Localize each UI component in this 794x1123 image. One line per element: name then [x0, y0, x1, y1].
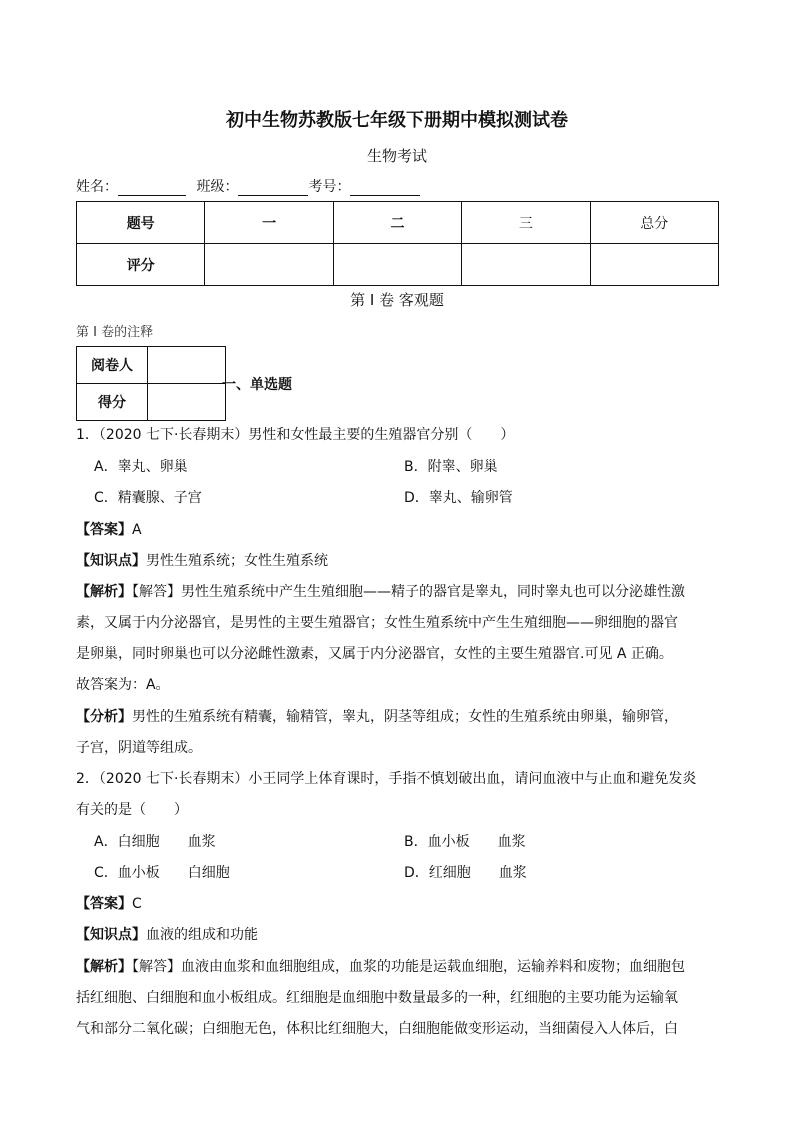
class-label: 班级：	[196, 179, 239, 195]
q1-analysis-line	[76, 581, 685, 601]
part-title: 第 I 卷 客观题	[350, 291, 444, 309]
header-cell: 三	[462, 202, 590, 244]
q2-stem-line: 有关的是（ ）	[76, 802, 188, 818]
q2-option-c[interactable]: C．血小板 白细胞	[94, 865, 230, 881]
answer-value: C	[132, 896, 142, 912]
knowledge-tag: 【知识点】	[76, 927, 146, 943]
q1-knowledge-point	[76, 550, 328, 570]
row-label-cell: 评分	[77, 244, 205, 286]
student-info-line	[76, 176, 420, 196]
score-cell[interactable]	[462, 244, 590, 286]
header-cell: 二	[333, 202, 461, 244]
q2-answer	[76, 893, 142, 913]
q2-stem-line: 2．（2020 七下·长春期末）小王同学上体育课时，手指不慎划破出血，请问血液中与止血和避免发炎	[76, 771, 697, 787]
header-cell: 题号	[77, 202, 205, 244]
knowledge-value: 血液的组成和功能	[146, 927, 258, 943]
q2-option-a[interactable]: A．白细胞 血浆	[94, 834, 216, 850]
q2-option-d[interactable]: D．红细胞 血浆	[404, 865, 527, 881]
section-title: 一、单选题	[222, 377, 292, 393]
fenxi-text: 男性的生殖系统有精囊，输精管，睾丸，阴茎等组成；女性的生殖系统由卵巢，输卵管，	[132, 709, 678, 725]
header-cell: 一	[205, 202, 333, 244]
q2-option-b[interactable]: B．血小板 血浆	[404, 834, 526, 850]
q1-answer	[76, 519, 142, 539]
score-table-score-row	[77, 244, 719, 286]
reviewer-cell[interactable]	[148, 347, 226, 384]
analysis-tag: 【解析】	[76, 584, 132, 600]
q1-analysis-line: 是卵巢，同时卵巢也可以分泌雌性激素，又属于内分泌器官，女性的主要生殖器官.可见 A 正确。	[76, 646, 673, 662]
q1-option-a[interactable]: A．睾丸、卵巢	[94, 459, 188, 475]
q2-knowledge-point	[76, 924, 258, 944]
reviewer-label: 阅卷人	[77, 347, 148, 384]
q1-fenxi-line	[76, 706, 678, 726]
fenxi-tag: 【分析】	[76, 709, 132, 725]
part-note: 第 I 卷的注释	[76, 325, 154, 340]
score-cell[interactable]	[333, 244, 461, 286]
q1-option-c[interactable]: C．精囊腺、子宫	[94, 490, 202, 506]
q2-analysis-line: 括红细胞、白细胞和血小板组成。红细胞是血细胞中数量最多的一种，红细胞的主要功能为运输氧	[76, 990, 678, 1006]
knowledge-tag: 【知识点】	[76, 553, 146, 569]
analysis-text: 【解答】男性生殖系统中产生生殖细胞——精子的器官是睾丸，同时睾丸也可以分泌雄性激	[132, 584, 685, 600]
score-cell[interactable]	[590, 244, 718, 286]
name-label: 姓名：	[76, 179, 118, 195]
q1-stem: 1．（2020 七下·长春期末）男性和女性最主要的生殖器官分别（ ）	[76, 427, 515, 443]
q1-option-d[interactable]: D．睾丸、输卵管	[404, 490, 513, 506]
header-cell: 总分	[590, 202, 718, 244]
q2-analysis-line	[76, 956, 685, 976]
exam-title: 初中生物苏教版七年级下册期中模拟测试卷	[226, 110, 568, 131]
score-table	[76, 201, 719, 286]
name-blank[interactable]	[118, 181, 186, 196]
grader-score-label: 得分	[77, 384, 148, 421]
exam-subtitle: 生物考试	[366, 147, 427, 165]
grader-table	[76, 346, 226, 421]
analysis-tag: 【解析】	[76, 959, 132, 975]
q1-fenxi-line: 子宫，阴道等组成。	[76, 740, 202, 756]
class-blank[interactable]	[238, 181, 308, 196]
q1-option-b[interactable]: B．附睾、卵巢	[404, 459, 498, 475]
score-cell[interactable]	[205, 244, 333, 286]
q1-analysis-line: 素，又属于内分泌器官，是男性的主要生殖器官；女性生殖系统中产生生殖细胞——卵细胞的器官	[76, 615, 678, 631]
answer-tag: 【答案】	[76, 522, 132, 538]
q2-analysis-line: 气和部分二氧化碳；白细胞无色，体积比红细胞大，白细胞能做变形运动，当细菌侵入人体后，白	[76, 1021, 678, 1037]
q1-analysis-line: 故答案为：A。	[76, 677, 170, 693]
answer-value: A	[132, 522, 142, 538]
grader-score-cell[interactable]	[148, 384, 226, 421]
number-blank[interactable]	[350, 181, 420, 196]
analysis-text: 【解答】血液由血浆和血细胞组成，血浆的功能是运载血细胞，运输养料和废物；血细胞包	[132, 959, 685, 975]
score-table-header-row	[77, 202, 719, 244]
knowledge-value: 男性生殖系统；女性生殖系统	[146, 553, 328, 569]
answer-tag: 【答案】	[76, 896, 132, 912]
number-label: 考号：	[308, 179, 351, 195]
